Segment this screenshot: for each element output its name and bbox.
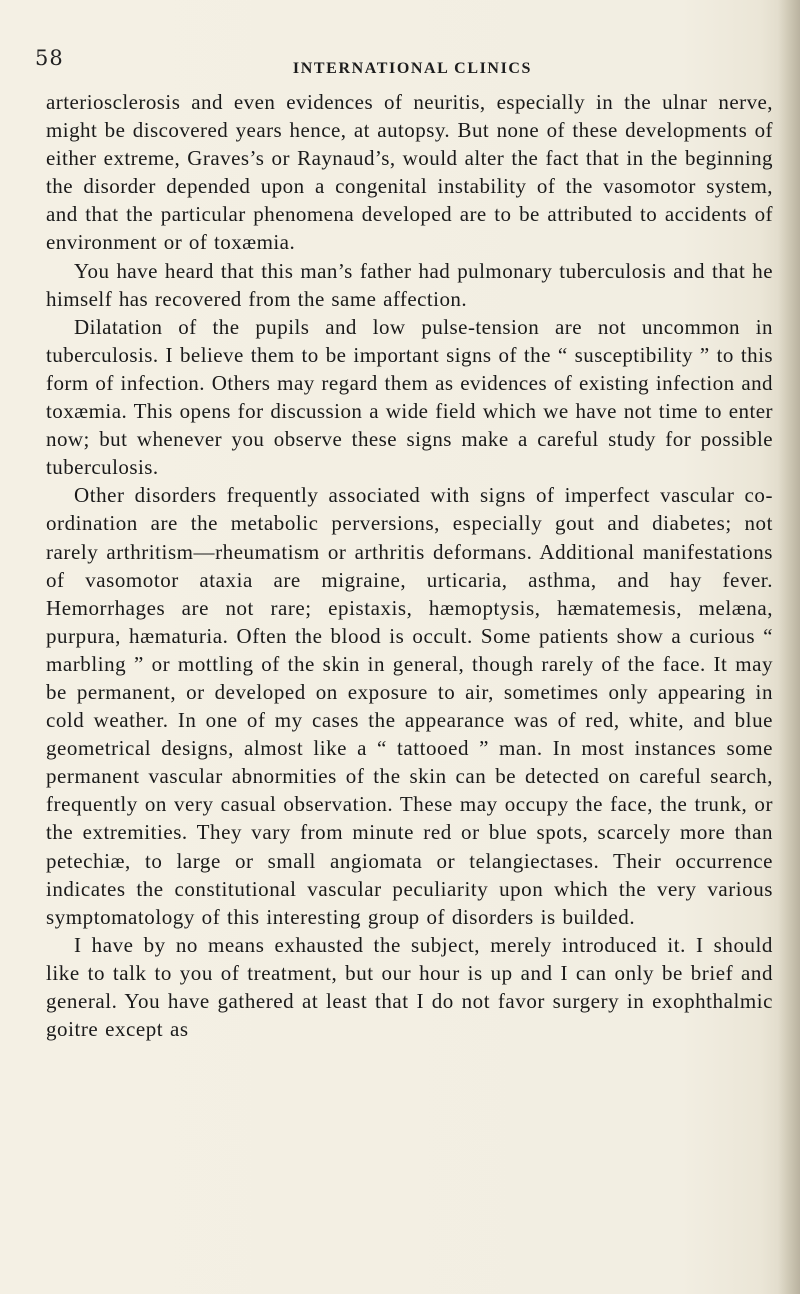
paragraph-3: Dilatation of the pupils and low pulse-tension are not uncommon in tuberculosis. I believe them to be important signs of the “ susceptibility ” to this form of infection. Others may regard them as evidences of existing infection and toxæmia. This opens for discussion a wide field which we have not time to enter now; but whenever you observe these signs make a careful study for possible tuberculosis.: [46, 314, 773, 480]
page-number: 58: [35, 46, 64, 70]
running-head: INTERNATIONAL CLINICS: [292, 60, 533, 77]
body-text: [46, 88, 773, 1043]
paragraph-5: I have by no means exhausted the subject, merely introduced it. I should like to talk to you of treatment, but our hour is up and I can only be brief and general. You have gathered at least that I do not favor surgery in exophthalmic goitre except as: [46, 932, 773, 1042]
paragraph-1: arteriosclerosis and even evidences of neuritis, especially in the ulnar nerve, might be discovered years hence, at autopsy. But none of these developments of either extreme, Graves’s or Raynaud’s, would alter the fact that in the beginning the disorder depended upon a congenital instability of the vasomotor system, and that the particular phenomena developed are to be attributed to accidents of environment or of toxæmia.: [46, 90, 773, 255]
paragraph-2: You have heard that this man’s father had pulmonary tuberculosis and that he himself has recovered from the same affection.: [46, 258, 773, 311]
page-edge-shadow: [778, 0, 800, 1294]
paragraph-4: Other disorders frequently associated with signs of imperfect vascular co-ordination are the metabolic perversions, especially gout and diabetes; not rarely arthritism—rheumatism or arthritis deformans. Additional manifestations of vasomotor ataxia are migraine, urticaria, asthma, and hay fever. Hemorrhages are not rare; epistaxis, hæmoptysis, hæmatemesis, melæna, purpura, hæmaturia. Often the blood is occult. Some patients show a curious “ marbling ” or mottling of the skin in general, though rarely of the face. It may be permanent, or developed on exposure to air, sometimes only appearing in cold weather. In one of my cases the appearance was of red, white, and blue geometrical designs, almost like a “ tattooed ” man. In most instances some permanent vascular abnormities of the skin can be detected on careful search, frequently on very casual observation. These may occupy the face, the trunk, or the extremities. They vary from minute red or blue spots, scarcely more than petechiæ, to large or small angiomata or telangiectases. Their occurrence indicates the constitutional vascular peculiarity upon which the very various symptomatology of this interesting group of disorders is builded.: [46, 483, 773, 929]
